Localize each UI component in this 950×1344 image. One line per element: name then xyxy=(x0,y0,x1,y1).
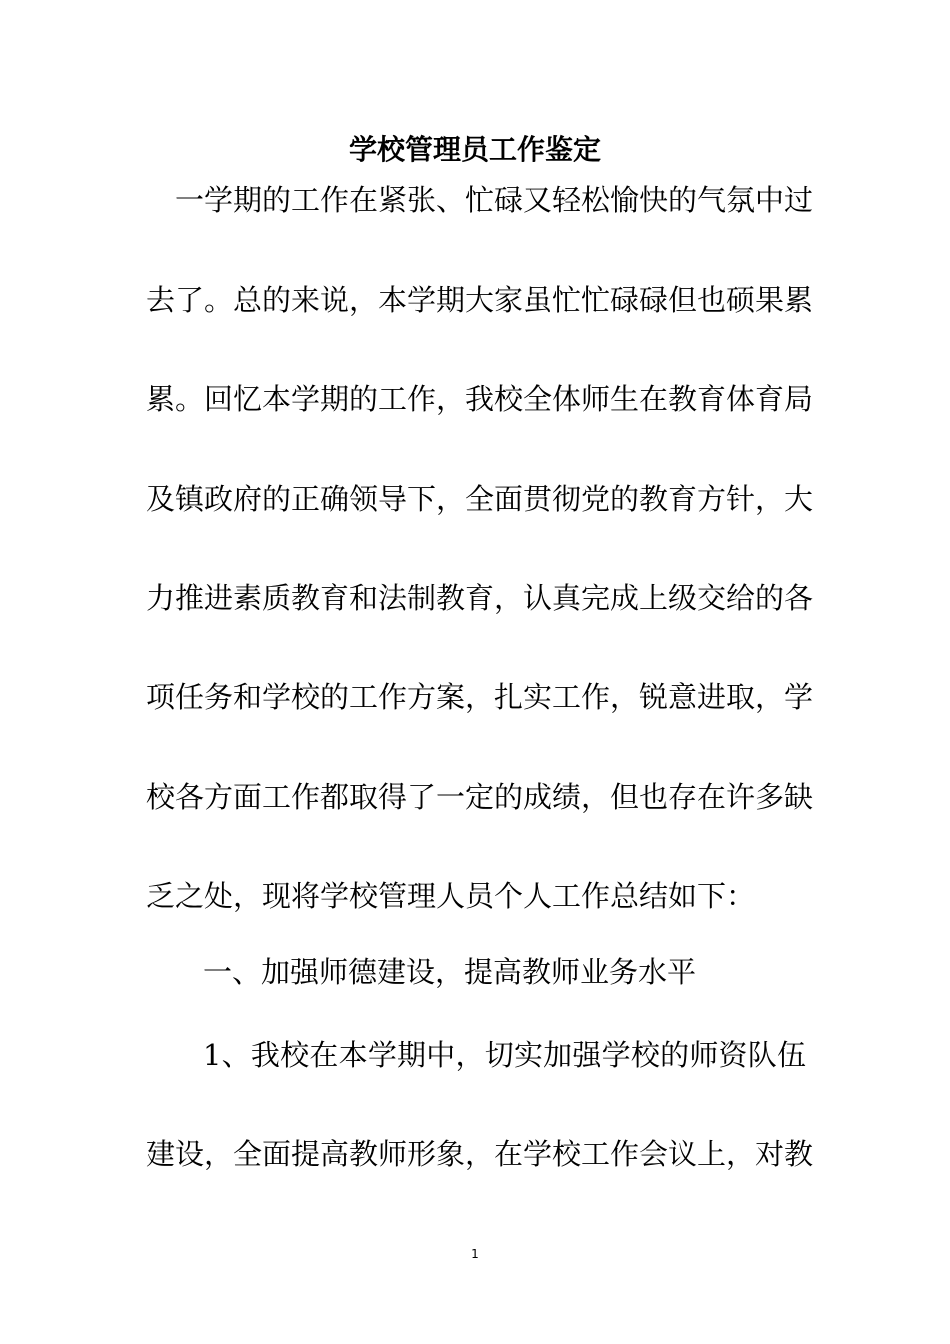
body-line-5: 力推进素质教育和法制教育，认真完成上级交给的各 xyxy=(146,581,814,615)
body-line-7: 校各方面工作都取得了一定的成绩，但也存在许多缺 xyxy=(146,780,814,814)
body-line-4: 及镇政府的正确领导下，全面贯彻党的教育方针，大 xyxy=(146,482,814,516)
body-line-8: 乏之处，现将学校管理人员个人工作总结如下： xyxy=(146,879,756,913)
body-line-2: 去了。总的来说，本学期大家虽忙忙碌碌但也硕果累 xyxy=(146,283,814,317)
section-heading: 一、加强师德建设，提高教师业务水平 xyxy=(203,955,697,989)
body-line-10: 1、我校在本学期中，切实加强学校的师资队伍 xyxy=(203,1038,806,1072)
body-line-11: 建设，全面提高教师形象，在学校工作会议上，对教 xyxy=(146,1137,814,1171)
body-line-3: 累。回忆本学期的工作，我校全体师生在教育体育局 xyxy=(146,382,814,416)
body-line-6: 项任务和学校的工作方案，扎实工作，锐意进取，学 xyxy=(146,680,814,714)
document-title: 学校管理员工作鉴定 xyxy=(348,133,601,166)
body-line-1: 一学期的工作在紧张、忙碌又轻松愉快的气氛中过 xyxy=(175,183,814,217)
page-number: 1 xyxy=(471,1247,479,1261)
